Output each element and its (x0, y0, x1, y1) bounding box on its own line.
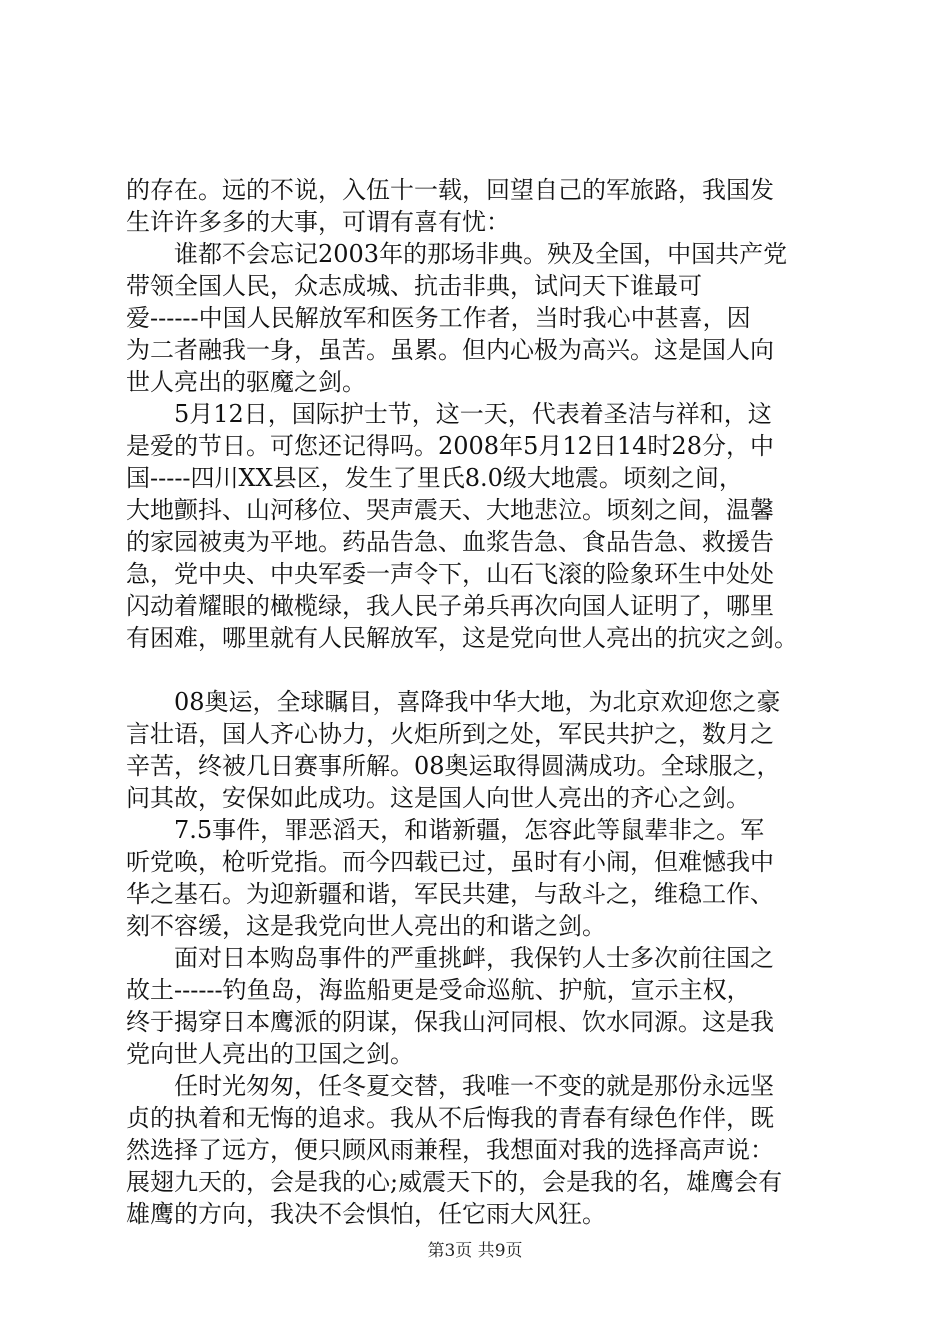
text-line: 谁都不会忘记2003年的那场非典。殃及全国，中国共产党 (126, 240, 788, 268)
text-line: 是爱的节日。可您还记得吗。2008年5月12日14时28分，中 (126, 432, 774, 460)
page-number-footer: 第3页 共9页 (427, 1241, 523, 1261)
text-line: 刻不容缓，这是我党向世人亮出的和谐之剑。 (126, 912, 606, 940)
text-line: 的家园被夷为平地。药品告急、血浆告急、食品告急、救援告 (126, 528, 774, 556)
text-line: 问其故，安保如此成功。这是国人向世人亮出的齐心之剑。 (126, 784, 750, 812)
text-line: 世人亮出的驱魔之剑。 (126, 368, 366, 396)
text-line: 辛苦，终被几日赛事所解。08奥运取得圆满成功。全球服之， (126, 752, 781, 780)
text-line: 带领全国人民，众志成城、抗击非典，试问天下谁最可 (126, 272, 702, 300)
text-line: 为二者融我一身，虽苦。虽累。但内心极为高兴。这是国人向 (126, 336, 774, 364)
text-line: 08奥运，全球瞩目，喜降我中华大地，为北京欢迎您之豪 (126, 688, 781, 716)
text-line: 任时光匆匆，任冬夏交替，我唯一不变的就是那份永远坚 (126, 1072, 774, 1100)
text-line: 的存在。远的不说，入伍十一载，回望自己的军旅路，我国发 (126, 176, 774, 204)
text-line: 大地颤抖、山河移位、哭声震天、大地悲泣。顷刻之间，温馨 (126, 496, 774, 524)
text-line: 然选择了远方，便只顾风雨兼程，我想面对我的选择高声说： (126, 1136, 774, 1164)
text-line: 雄鹰的方向，我决不会惧怕，任它雨大风狂。 (126, 1200, 606, 1228)
text-line: 言壮语，国人齐心协力，火炬所到之处，军民共护之，数月之 (126, 720, 774, 748)
text-line: 华之基石。为迎新疆和谐，军民共建，与敌斗之，维稳工作、 (126, 880, 774, 908)
text-line: 听党唤，枪听党指。而今四载已过，虽时有小闹，但难憾我中 (126, 848, 774, 876)
text-line: 有困难，哪里就有人民解放军，这是党向世人亮出的抗灾之剑。 (126, 624, 798, 652)
text-line: 面对日本购岛事件的严重挑衅，我保钓人士多次前往国之 (126, 944, 774, 972)
text-line: 展翅九天的，会是我的心;威震天下的，会是我的名，雄鹰会有 (126, 1168, 783, 1196)
text-line: 急，党中央、中央军委一声令下，山石飞滚的险象环生中处处 (126, 560, 774, 588)
text-line: 爱------中国人民解放军和医务工作者，当时我心中甚喜，因 (126, 304, 751, 332)
text-line: 生许许多多的大事，可谓有喜有忧： (126, 208, 510, 236)
text-line: 党向世人亮出的卫国之剑。 (126, 1040, 414, 1068)
text-line: 国-----四川XX县区，发生了里氏8.0级大地震。顷刻之间， (126, 464, 743, 492)
text-line: 故土------钓鱼岛，海监船更是受命巡航、护航，宣示主权， (126, 976, 751, 1004)
text-line: 7.5事件，罪恶滔天，和谐新疆，怎容此等鼠辈非之。军 (126, 816, 765, 844)
text-line: 闪动着耀眼的橄榄绿，我人民子弟兵再次向国人证明了，哪里 (126, 592, 774, 620)
text-line: 贞的执着和无悔的追求。我从不后悔我的青春有绿色作伴，既 (126, 1104, 774, 1132)
text-line: 5月12日，国际护士节，这一天，代表着圣洁与祥和，这 (126, 400, 772, 428)
text-line: 终于揭穿日本鹰派的阴谋，保我山河同根、饮水同源。这是我 (126, 1008, 774, 1036)
